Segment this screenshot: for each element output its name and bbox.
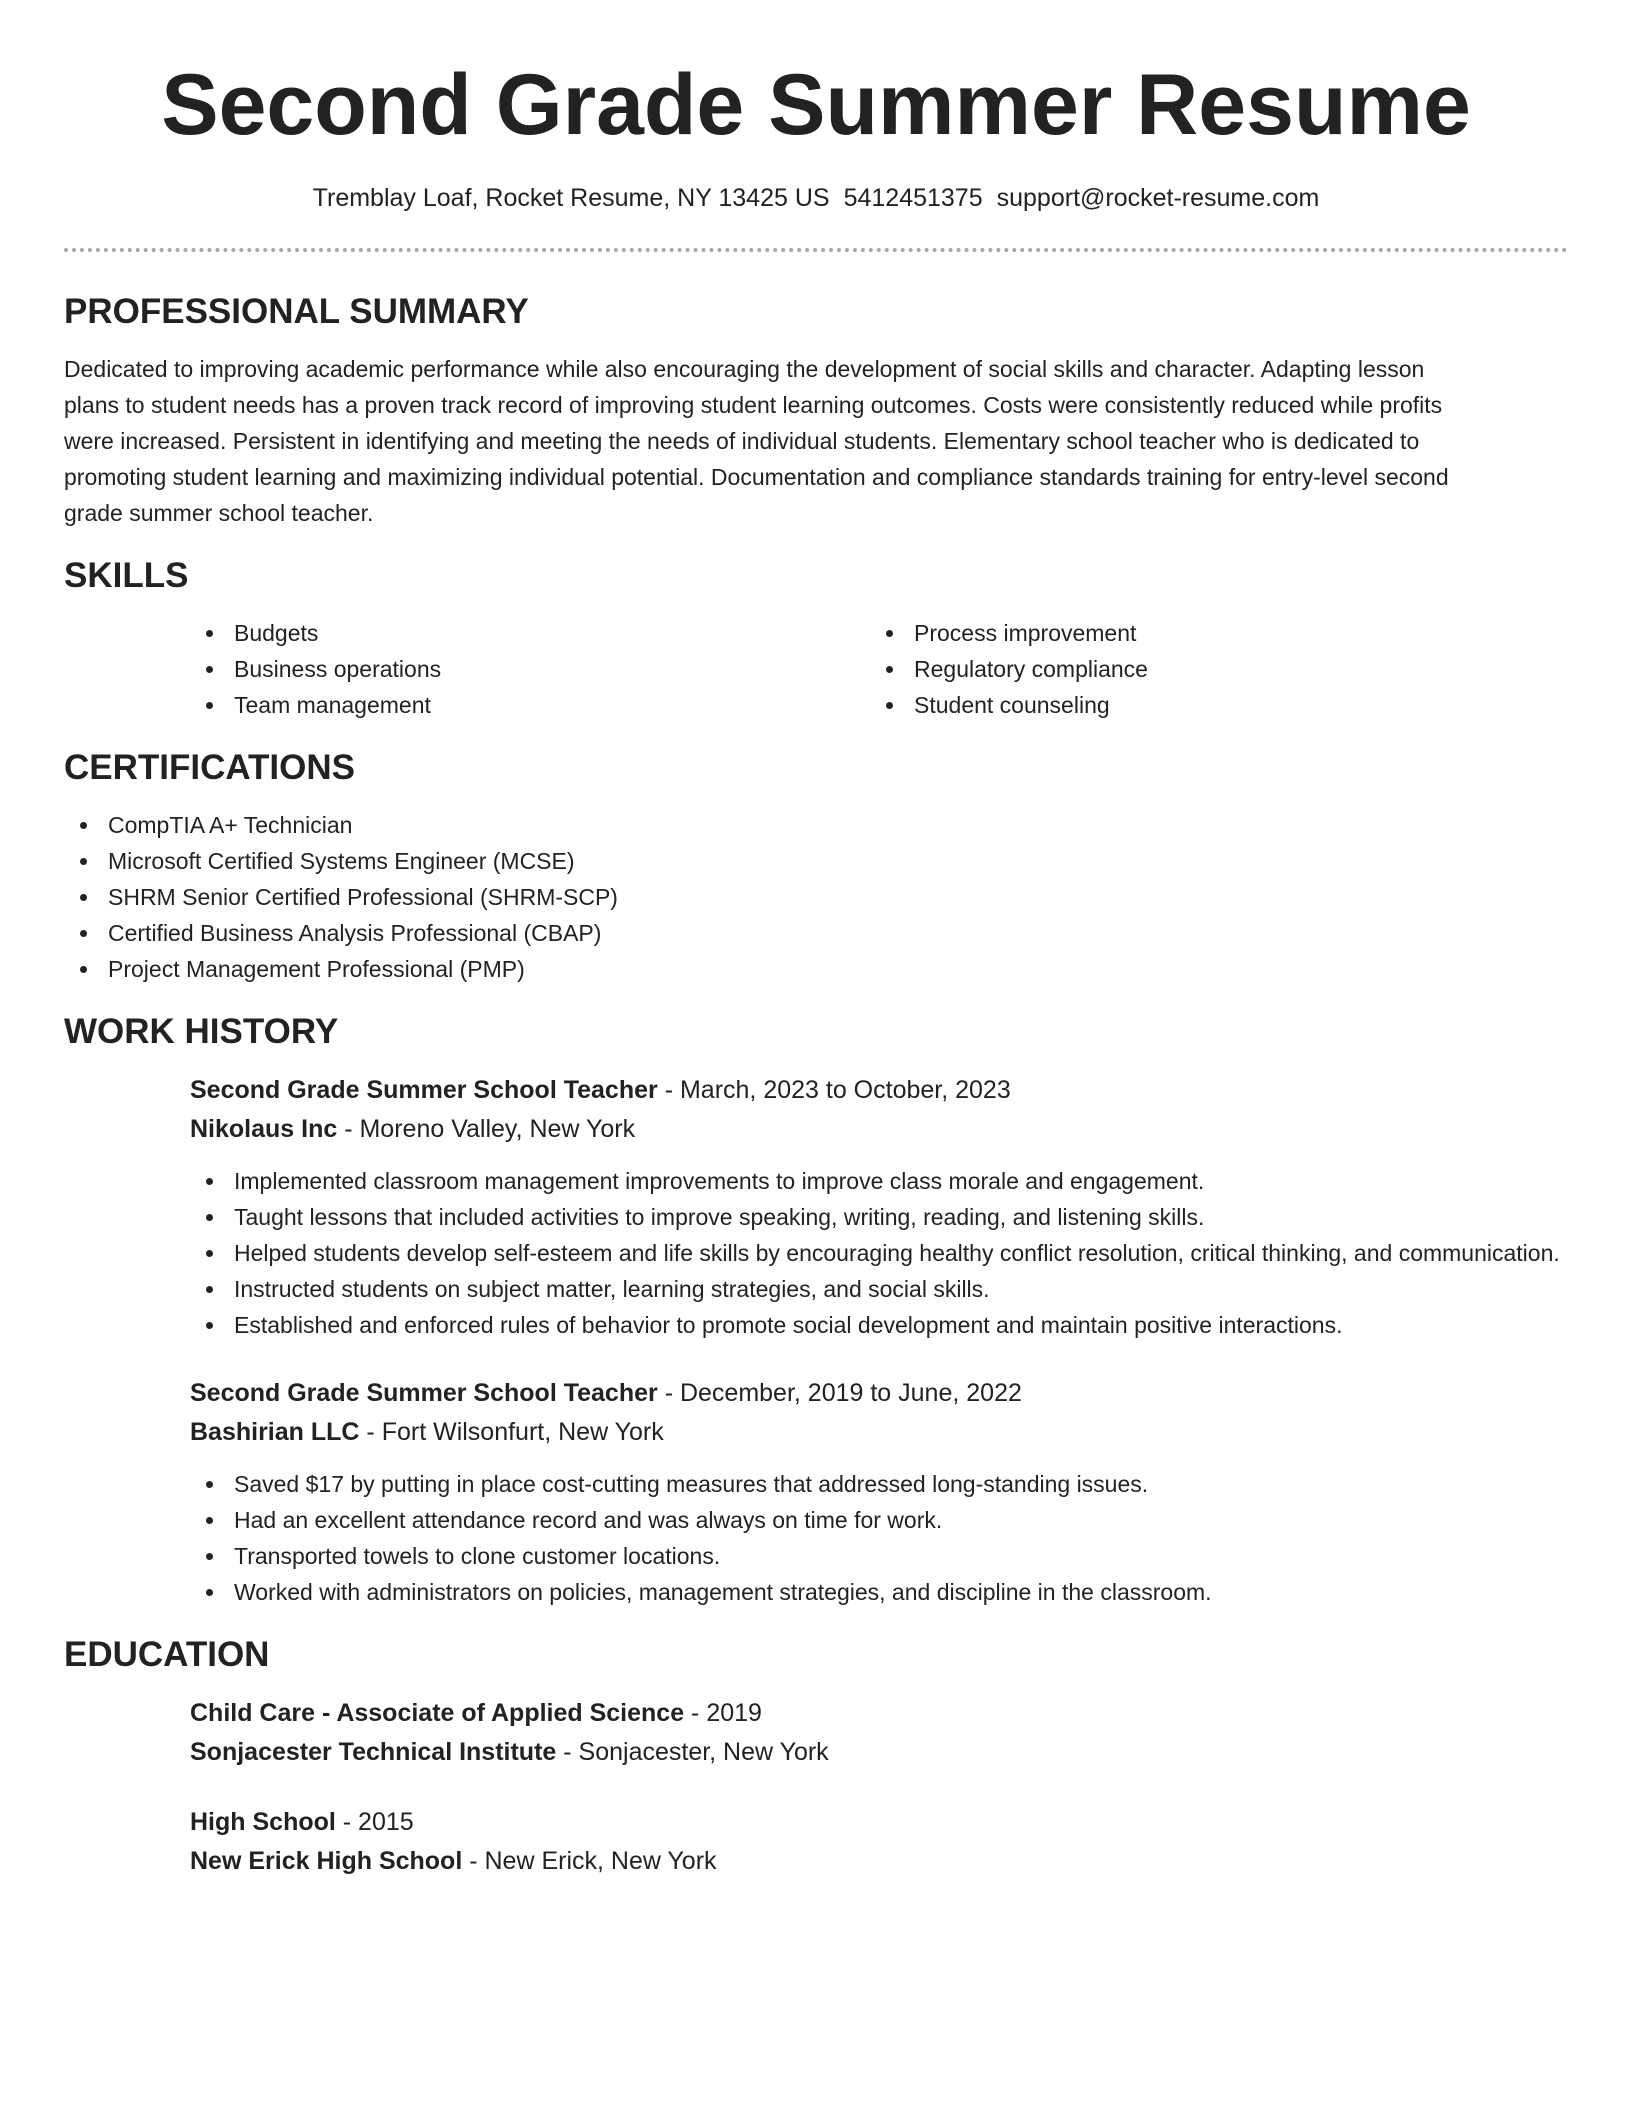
skill-item: Process improvement xyxy=(870,615,1550,651)
work-history-heading: WORK HISTORY xyxy=(64,1012,339,1051)
skills-column-right xyxy=(870,615,1550,723)
job-role: Second Grade Summer School Teacher xyxy=(190,1076,658,1104)
job-duties-list xyxy=(190,1163,1568,1343)
job-duty: Worked with administrators on policies, management strategies, and discipline in the classroom. xyxy=(190,1574,1568,1610)
skill-item: Business operations xyxy=(190,651,870,687)
contact-email: support@rocket-resume.com xyxy=(996,184,1320,212)
job-location: - Fort Wilsonfurt, New York xyxy=(359,1418,664,1446)
job-duty: Helped students develop self-esteem and life skills by encouraging healthy conflict resolution, critical thinking, and communication. xyxy=(190,1235,1568,1271)
skills-column-left xyxy=(190,615,870,723)
contact-phone: 5412451375 xyxy=(843,184,983,212)
certification-item: Certified Business Analysis Professional (CBAP) xyxy=(64,915,1568,951)
job-title-line xyxy=(190,1374,1568,1413)
job-dates: - March, 2023 to October, 2023 xyxy=(657,1076,1011,1104)
certification-item: CompTIA A+ Technician xyxy=(64,807,1568,843)
education-degree-line xyxy=(190,1803,1568,1842)
certification-item: SHRM Senior Certified Professional (SHRM-SCP) xyxy=(64,879,1568,915)
skill-item: Regulatory compliance xyxy=(870,651,1550,687)
resume-page xyxy=(64,0,1568,1881)
job-duty: Had an excellent attendance record and was always on time for work. xyxy=(190,1502,1568,1538)
summary-text: Dedicated to improving academic performance while also encouraging the development of social skills and character. Adapting lesson plans to student needs has a proven track record of improving student learning outcomes. Costs were consistently reduced while profits were increased. Persistent in identifying and meeting the needs of individual students. Elementary school teacher who is dedicated to promoting student learning and maximizing individual potential. Documentation and compliance standards training for entry-level second grade summer school teacher. xyxy=(64,356,1449,526)
job-company-line xyxy=(190,1110,1568,1149)
job-title-line xyxy=(190,1071,1568,1110)
education-degree-line xyxy=(190,1694,1568,1733)
education-degree: High School xyxy=(190,1808,336,1836)
contact-line xyxy=(64,182,1568,214)
education-location: - New Erick, New York xyxy=(462,1847,717,1875)
summary-heading: PROFESSIONAL SUMMARY xyxy=(64,292,529,331)
job-company: Nikolaus Inc xyxy=(190,1115,338,1143)
certifications-list xyxy=(64,807,1568,987)
resume-name: Second Grade Summer Resume xyxy=(161,57,1471,153)
header-divider xyxy=(64,248,1568,252)
job-duties-list xyxy=(190,1466,1568,1610)
job-entry xyxy=(190,1374,1568,1610)
job-company: Bashirian LLC xyxy=(190,1418,360,1446)
skill-item: Team management xyxy=(190,687,870,723)
education-entry xyxy=(190,1803,1568,1881)
education-year: - 2019 xyxy=(684,1699,762,1727)
education-year: - 2015 xyxy=(335,1808,414,1836)
skills-heading: SKILLS xyxy=(64,556,189,595)
job-dates: - December, 2019 to June, 2022 xyxy=(657,1379,1022,1407)
skill-item: Student counseling xyxy=(870,687,1550,723)
job-duty: Instructed students on subject matter, learning strategies, and social skills. xyxy=(190,1271,1568,1307)
job-role: Second Grade Summer School Teacher xyxy=(190,1379,658,1407)
education-school: New Erick High School xyxy=(190,1847,463,1875)
skills-list xyxy=(190,615,1568,723)
job-duty: Implemented classroom management improvements to improve class morale and engagement. xyxy=(190,1163,1568,1199)
education-degree: Child Care - Associate of Applied Science xyxy=(190,1699,685,1727)
job-duty: Taught lessons that included activities to improve speaking, writing, reading, and listening skills. xyxy=(190,1199,1568,1235)
contact-address: Tremblay Loaf, Rocket Resume, NY 13425 US xyxy=(312,184,830,212)
job-company-line xyxy=(190,1413,1568,1452)
certification-item: Project Management Professional (PMP) xyxy=(64,951,1568,987)
education-school-line xyxy=(190,1842,1568,1881)
certifications-heading: CERTIFICATIONS xyxy=(64,748,356,787)
skill-item: Budgets xyxy=(190,615,870,651)
education-school-line xyxy=(190,1733,1568,1772)
education-school: Sonjacester Technical Institute xyxy=(190,1738,557,1766)
job-location: - Moreno Valley, New York xyxy=(337,1115,636,1143)
certification-item: Microsoft Certified Systems Engineer (MCSE) xyxy=(64,843,1568,879)
education-heading: EDUCATION xyxy=(64,1635,270,1674)
job-duty: Saved $17 by putting in place cost-cutting measures that addressed long-standing issues. xyxy=(190,1466,1568,1502)
job-entry xyxy=(190,1071,1568,1343)
job-duty: Transported towels to clone customer locations. xyxy=(190,1538,1568,1574)
job-duty: Established and enforced rules of behavior to promote social development and maintain positive interactions. xyxy=(190,1307,1568,1343)
education-location: - Sonjacester, New York xyxy=(556,1738,829,1766)
education-entry xyxy=(190,1694,1568,1772)
